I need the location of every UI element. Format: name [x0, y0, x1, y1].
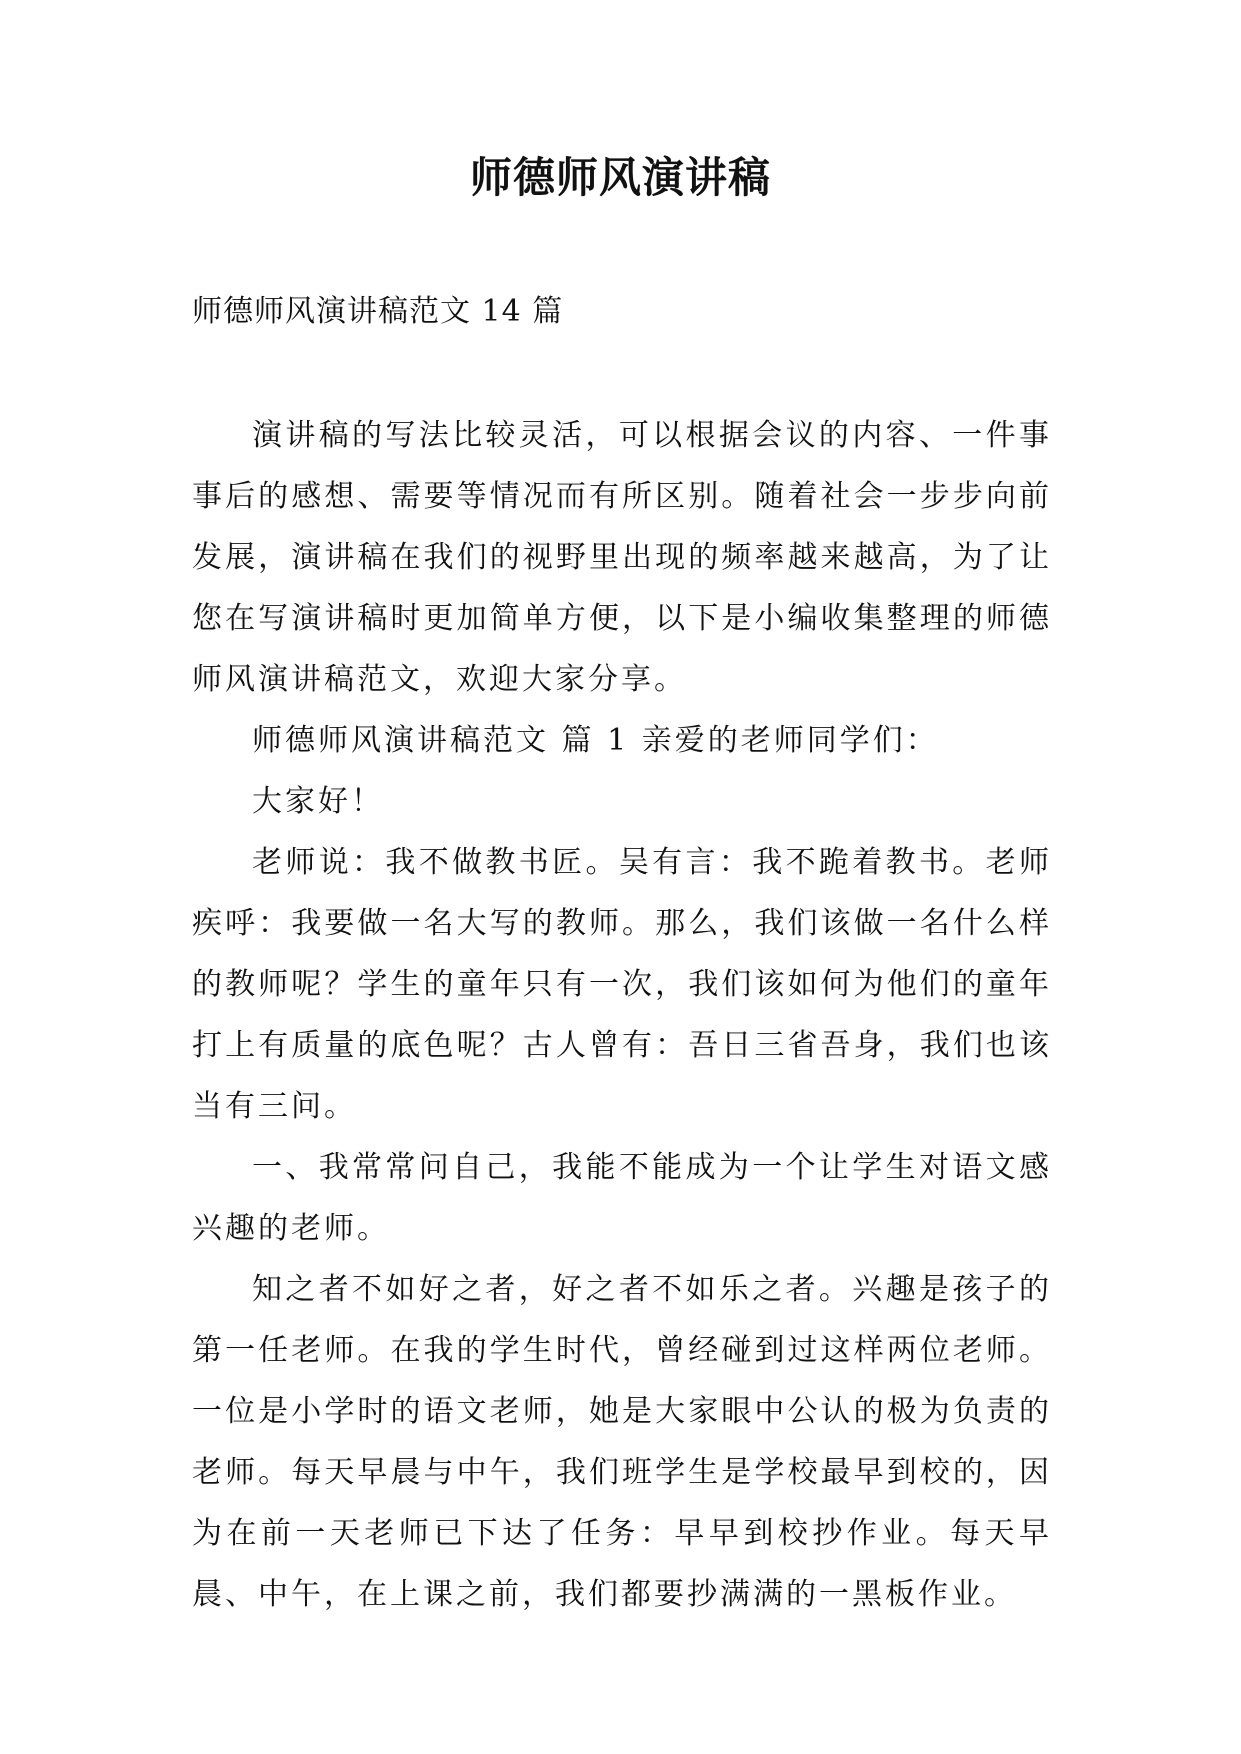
- paragraph-heading: 师德师风演讲稿范文 篇 1 亲爱的老师同学们：: [252, 723, 939, 758]
- document-body: [192, 405, 1052, 1625]
- paragraph-question-one: 一、我常常问自己，我能不能成为一个让学生对语文感兴趣的老师。: [192, 1150, 1052, 1246]
- paragraph-intro: 演讲稿的写法比较灵活，可以根据会议的内容、一件事事后的感想、需要等情况而有所区别。随着社会一步步向前发展，演讲稿在我们的视野里出现的频率越来越高，为了让您在写演讲稿时更加简单方便，以下是小编收集整理的师德师风演讲稿范文，欢迎大家分享。: [192, 418, 1052, 697]
- document-subtitle: 师德师风演讲稿范文 14 篇: [192, 294, 564, 329]
- paragraph-interest: 知之者不如好之者，好之者不如乐之者。兴趣是孩子的第一任老师。在我的学生时代，曾经碰到过这样两位老师。一位是小学时的语文老师，她是大家眼中公认的极为负责的老师。每天早晨与中午，我们班学生是学校最早到校的，因为在前一天老师已下达了任务：早早到校抄作业。每天早晨、中午，在上课之前，我们都要抄满满的一黑板作业。: [192, 1272, 1052, 1612]
- paragraph-three-questions: 老师说：我不做教书匠。吴有言：我不跪着教书。老师疾呼：我要做一名大写的教师。那么，我们该做一名什么样的教师呢？学生的童年只有一次，我们该如何为他们的童年打上有质量的底色呢？古人曾有：吾日三省吾身，我们也该当有三问。: [192, 845, 1052, 1124]
- document-title: 师德师风演讲稿: [469, 153, 771, 202]
- paragraph-greeting: 大家好！: [252, 784, 384, 819]
